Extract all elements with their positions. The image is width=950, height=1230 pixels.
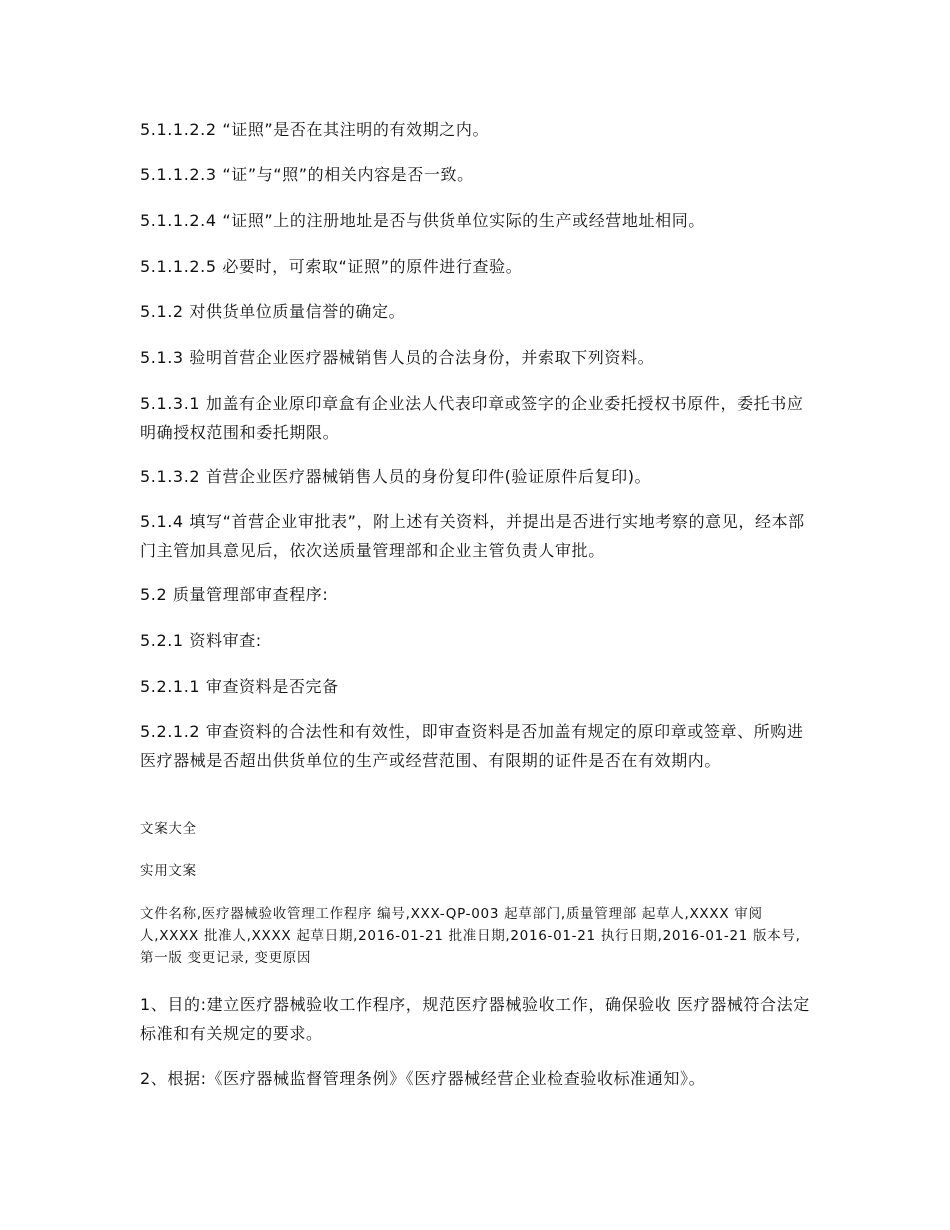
- label-wenan-daquan: 文案大全: [140, 821, 197, 837]
- clause-5-1-1-2-4: 5.1.1.2.4 “证照”上的注册地址是否与供货单位实际的生产或经营地址相同。: [140, 211, 705, 230]
- document-metadata: 文件名称,医疗器械验收管理工作程序 编号,XXX-QP-003 起草部门,质量管理部 起草人,XXXX 审阅人,XXXX 批准人,XXXX 起草日期,2016-01-21 批准日期,2016-01-21 执行日期,2016-01-21 版本号,第一版 变更记录, 变更原因: [140, 906, 801, 966]
- clause-5-1-4: 5.1.4 填写“首营企业审批表”，附上述有关资料，并提出是否进行实地考察的意见，经本部门主管加具意见后，依次送质量管理部和企业主管负责人审批。: [140, 512, 805, 560]
- clause-5-1-1-2-3: 5.1.1.2.3 “证”与“照”的相关内容是否一致。: [140, 165, 474, 184]
- section-1-purpose: 1、目的:建立医疗器械验收工作程序，规范医疗器械验收工作，确保验收 医疗器械符合法定标准和有关规定的要求。: [140, 995, 810, 1043]
- clause-5-1-1-2-5: 5.1.1.2.5 必要时，可索取“证照”的原件进行查验。: [140, 257, 523, 276]
- clause-5-1-3: 5.1.3 验明首营企业医疗器械销售人员的合法身份，并索取下列资料。: [140, 348, 655, 367]
- clause-5-1-3-1: 5.1.3.1 加盖有企业原印章盒有企业法人代表印章或签字的企业委托授权书原件，委托书应明确授权范围和委托期限。: [140, 394, 804, 442]
- clause-5-2-1-1: 5.2.1.1 审查资料是否完备: [140, 677, 339, 696]
- clause-5-1-3-2: 5.1.3.2 首营企业医疗器械销售人员的身份复印件(验证原件后复印)。: [140, 467, 652, 486]
- clause-5-2-1: 5.2.1 资料审查:: [140, 631, 262, 650]
- clause-5-2-1-2: 5.2.1.2 审查资料的合法性和有效性，即审查资料是否加盖有规定的原印章或签章、所购进医疗器械是否超出供货单位的生产或经营范围、有限期的证件是否在有效期内。: [140, 722, 804, 770]
- label-shiyong-wenan: 实用文案: [140, 863, 197, 879]
- clause-5-1-2: 5.1.2 对供货单位质量信誉的确定。: [140, 302, 406, 321]
- section-2-basis: 2、根据:《医疗器械监督管理条例》《医疗器械经营企业检查验收标准通知》。: [140, 1069, 706, 1088]
- clause-5-1-1-2-2: 5.1.1.2.2 “证照”是否在其注明的有效期之内。: [140, 120, 490, 139]
- clause-5-2: 5.2 质量管理部审查程序:: [140, 585, 329, 604]
